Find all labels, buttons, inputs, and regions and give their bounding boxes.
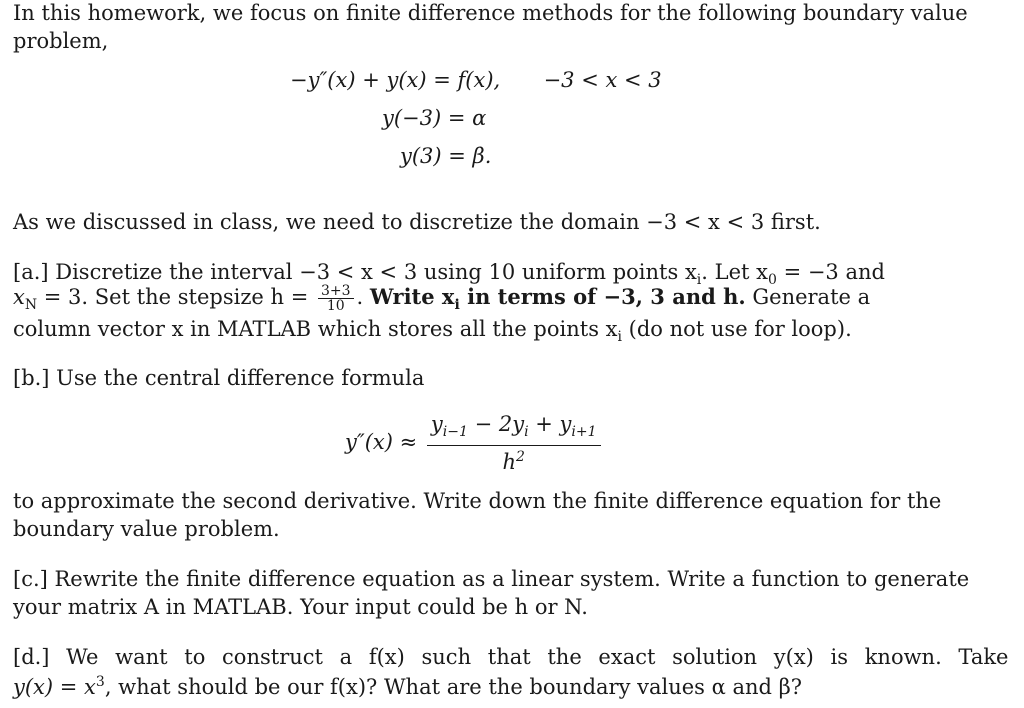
equation-ode — [290, 70, 662, 91]
formula-denominator: $h^2$ — [502, 449, 525, 475]
formula-fraction — [427, 414, 601, 473]
part-d-text: , what should be our f(x)? What are the boundary values α and β? — [104, 675, 803, 699]
stepsize-numerator: 3+3 — [318, 284, 354, 299]
part-a-period: . — [356, 285, 370, 309]
part-d-y-equals: y(x) = x — [13, 675, 96, 699]
part-b-line-1: [b.] Use the central difference formula — [13, 366, 425, 390]
part-a-generate: Generate a — [745, 285, 871, 309]
part-c-line-1: [c.] Rewrite the finite difference equation as a linear system. Write a function to generate — [13, 567, 970, 591]
equation-left-boundary: y(−3) = α — [382, 106, 487, 130]
part-a-text-3: column vector x in MATLAB which stores all the points x — [13, 317, 618, 341]
part-a-line-3 — [13, 319, 852, 344]
intro-line-1: In this homework, we focus on finite difference methods for the following boundary value — [13, 1, 968, 25]
part-a-text-1c: = −3 and — [776, 260, 885, 284]
stepsize-fraction — [318, 284, 354, 313]
equation-ode-domain: −3 < x < 3 — [543, 68, 662, 92]
part-b-line-3: boundary value problem. — [13, 517, 280, 541]
part-a-sub-i-2: i — [617, 329, 622, 346]
part-a-sub-i: i — [696, 272, 702, 289]
central-difference-formula — [345, 414, 604, 473]
part-c-line-2: your matrix A in MATLAB. Your input could be h or N. — [13, 595, 588, 619]
stepsize-denominator: 10 — [326, 298, 345, 314]
equation-right-boundary: y(3) = β. — [400, 144, 492, 168]
part-d-cube: 3 — [95, 674, 105, 690]
formula-numerator: $y_{i-1} - 2y_i + y_{i+1}$ — [427, 414, 601, 446]
part-d-line-1: [d.] We want to construct a f(x) such that the exact solution y(x) is known. Take — [13, 645, 1009, 669]
intro-line-2: problem, — [13, 29, 109, 53]
part-a-sub-0: 0 — [767, 272, 777, 289]
part-b-line-2: to approximate the second derivative. Write down the finite difference equation for the — [13, 489, 942, 513]
part-a-sub-n: N — [24, 297, 38, 314]
discussion-line: As we discussed in class, we need to discretize the domain −3 < x < 3 first. — [13, 210, 821, 234]
part-a-xn: x — [13, 285, 25, 309]
part-a-stepsize: = 3. Set the stepsize h = — [37, 285, 315, 309]
part-a-text-1b: . Let x — [701, 260, 768, 284]
part-a-text-1: [a.] Discretize the interval −3 < x < 3 using 10 uniform points x — [13, 260, 697, 284]
formula-lhs: y″(x) ≈ — [345, 430, 418, 455]
part-a-line-2 — [13, 284, 870, 313]
equation-ode-lhs: −y″(x) + y(x) = f(x), — [290, 68, 501, 92]
part-a-text-3b: (do not use for loop). — [621, 317, 852, 341]
part-a-bold-instruction: Write $x_i$ in terms of −3, 3 and h. — [369, 284, 746, 314]
part-d-line-2 — [13, 675, 802, 698]
